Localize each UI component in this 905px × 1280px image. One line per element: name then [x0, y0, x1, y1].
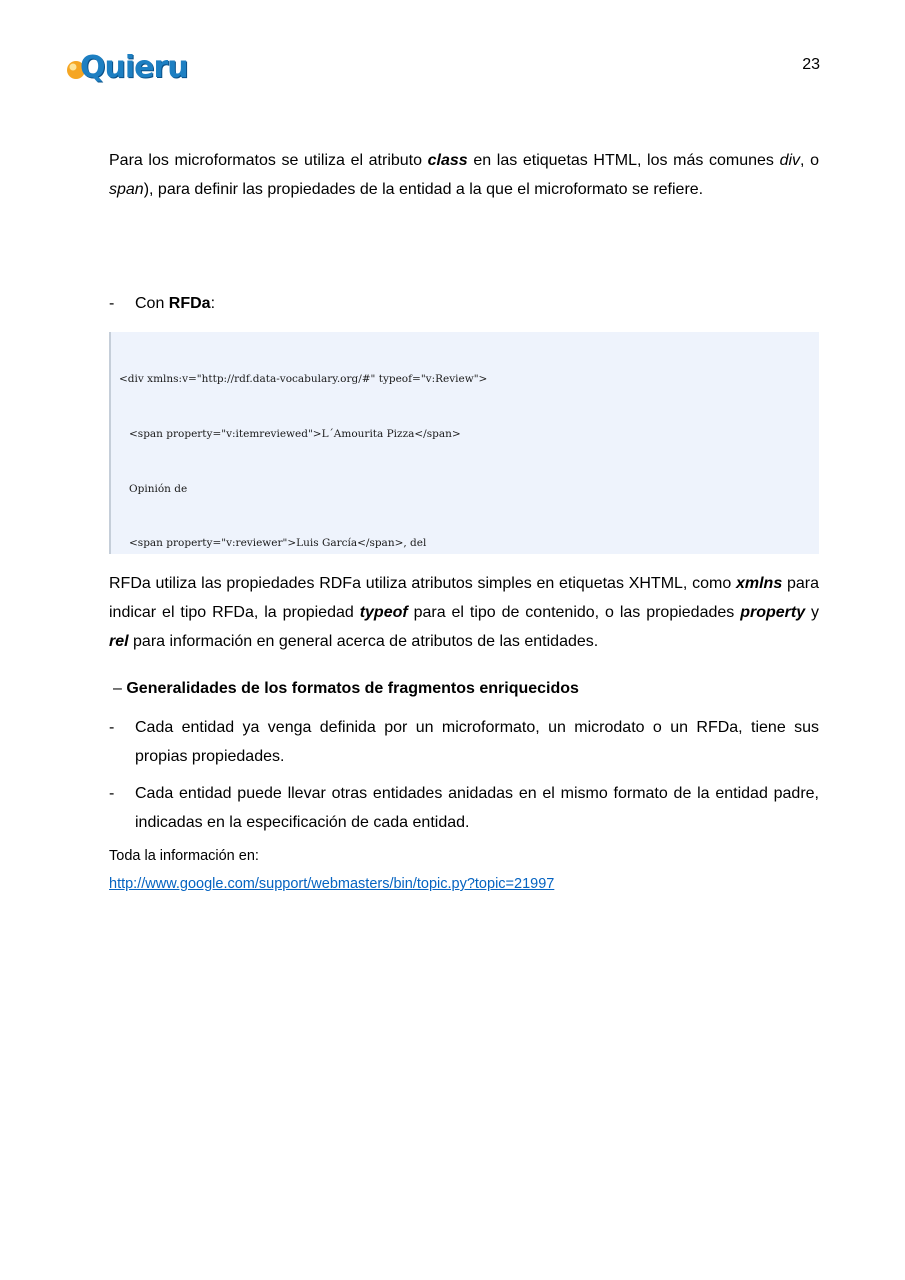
rfda-text: para información en general acerca de atributos de las entidades.: [128, 633, 599, 650]
logo-text: Quieru: [80, 50, 188, 85]
page-number: 23: [802, 56, 820, 73]
typeof-keyword: typeof: [359, 604, 408, 621]
rfda-paragraph: [109, 569, 819, 656]
intro-text: , o: [800, 152, 819, 169]
bullet-dash: -: [109, 295, 115, 312]
code-line: <span property="v:itemreviewed">L´Amourita Pizza</span>: [119, 428, 461, 441]
code-line: Opinión de: [119, 482, 188, 495]
xmlns-keyword: xmlns: [735, 575, 783, 592]
rfda-bullet: [109, 289, 819, 318]
info-link[interactable]: http://www.google.com/support/webmasters/bin/topic.py?topic=21997: [109, 876, 555, 892]
span-keyword: span: [109, 181, 144, 198]
list-dash: -: [109, 719, 115, 736]
list-item: [109, 779, 819, 837]
info-label: Toda la información en:: [109, 848, 259, 864]
code-line: <div xmlns:v="http://rdf.data-vocabulary.org/#" typeof="v:Review">: [119, 373, 488, 386]
class-keyword: class: [427, 152, 468, 169]
section-heading: [113, 674, 823, 703]
rfda-text: y: [805, 604, 820, 621]
list-dash: -: [109, 785, 115, 802]
list-item-text: Cada entidad ya venga definida por un microformato, un microdato o un RFDa, tiene sus propias propiedades.: [135, 719, 819, 765]
rfda-text: RFDa utiliza las propiedades RDFa utiliza atributos simples en etiquetas XHTML, como: [109, 575, 736, 592]
intro-paragraph: [109, 146, 819, 204]
div-keyword: div: [779, 152, 801, 169]
list-item-text: Cada entidad puede llevar otras entidades anidadas en el mismo formato de la entidad padre, indicadas en la especificación de cada entidad.: [135, 785, 819, 831]
code-block: [109, 332, 819, 554]
list-item: [109, 713, 819, 771]
rfda-bullet-prefix: Con: [135, 295, 169, 312]
rfda-bullet-bold: RFDa: [168, 295, 211, 312]
quieru-logo: [64, 50, 190, 96]
rfda-text: para el tipo de contenido, o las propiedades: [407, 604, 741, 621]
code-line: <span property="v:reviewer">Luis García</span>, del: [119, 537, 427, 550]
intro-text: ), para definir las propiedades de la entidad a la que el microformato se refiere.: [143, 181, 704, 198]
rel-keyword: rel: [109, 633, 129, 650]
rfda-text: para indicar el tipo RFDa, la propiedad: [109, 575, 820, 621]
heading-dash: –: [113, 680, 122, 697]
property-keyword: property: [740, 604, 806, 621]
heading-title: Generalidades de los formatos de fragmentos enriquecidos: [126, 680, 579, 697]
rfda-bullet-suffix: :: [210, 295, 216, 312]
intro-text: en las etiquetas HTML, los más comunes: [467, 152, 780, 169]
intro-text: Para los microformatos se utiliza el atributo: [109, 152, 428, 169]
